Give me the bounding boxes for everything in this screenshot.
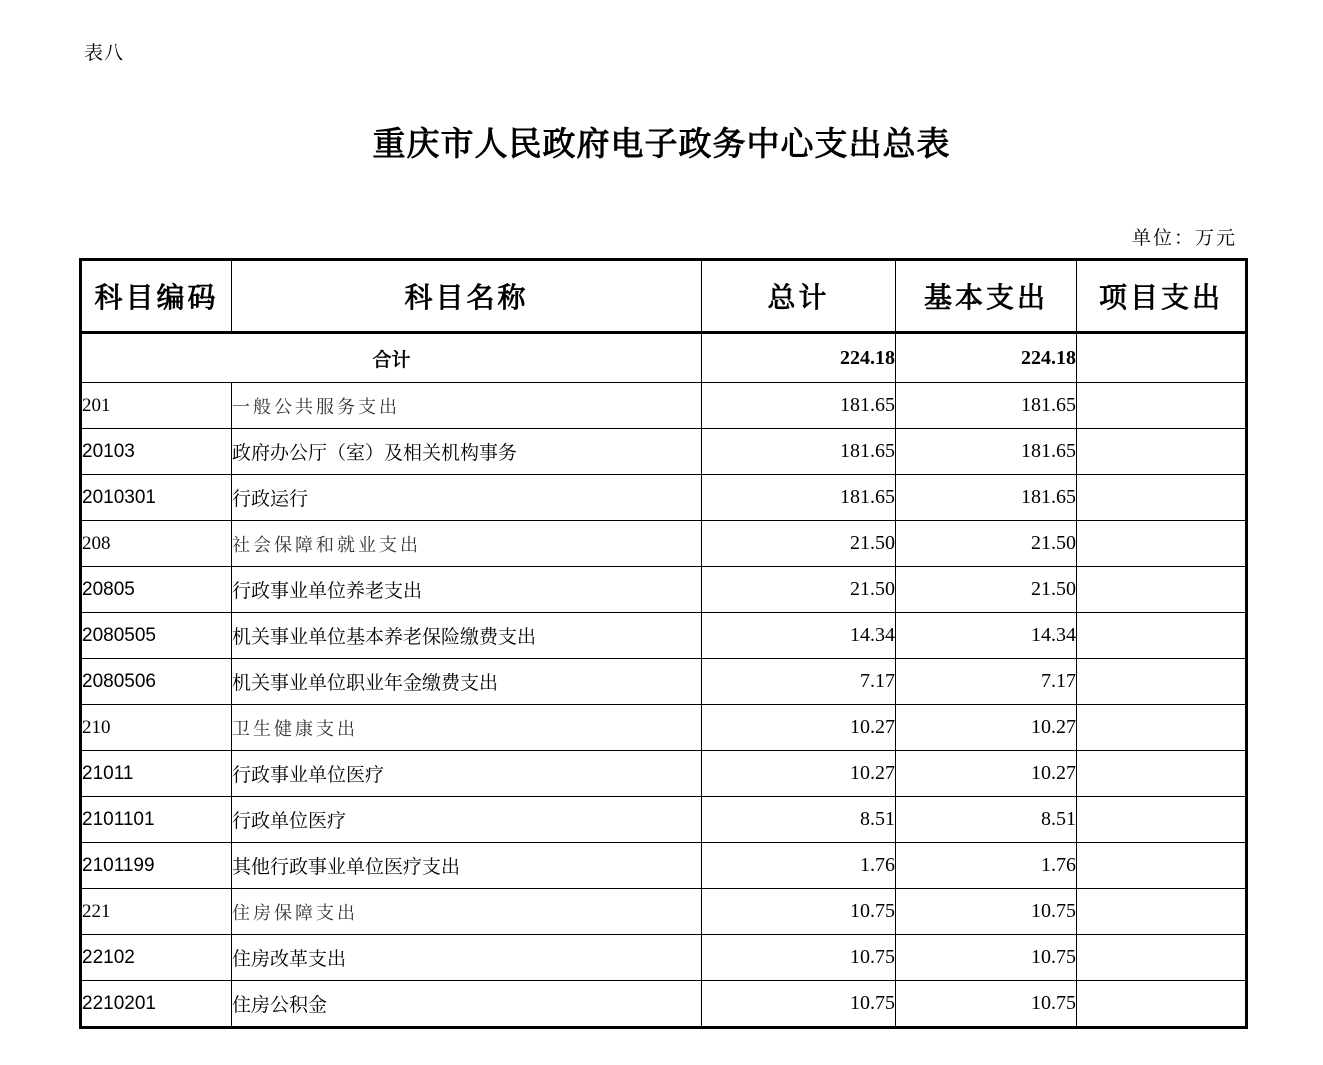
summary-total: 224.18 <box>702 333 896 383</box>
summary-project <box>1077 333 1247 383</box>
subject-code: 201 <box>81 383 232 429</box>
table-row <box>81 751 1247 797</box>
total-value: 10.75 <box>702 981 896 1028</box>
basic-value: 10.75 <box>896 935 1077 981</box>
header-subject-code: 科目编码 <box>81 260 232 333</box>
subject-name: 其他行政事业单位医疗支出 <box>232 843 702 889</box>
basic-value: 181.65 <box>896 429 1077 475</box>
subject-code: 2010301 <box>81 475 232 521</box>
project-value <box>1077 521 1247 567</box>
document-label: 表八 <box>84 42 125 64</box>
basic-value: 10.27 <box>896 751 1077 797</box>
table-row <box>81 383 1247 429</box>
total-value: 10.27 <box>702 751 896 797</box>
table-row <box>81 935 1247 981</box>
basic-value: 7.17 <box>896 659 1077 705</box>
table-row <box>81 567 1247 613</box>
basic-value: 181.65 <box>896 383 1077 429</box>
subject-code: 221 <box>81 889 232 935</box>
basic-value: 14.34 <box>896 613 1077 659</box>
subject-code: 2080506 <box>81 659 232 705</box>
subject-name: 住房保障支出 <box>232 889 702 935</box>
subject-code: 2210201 <box>81 981 232 1028</box>
project-value <box>1077 843 1247 889</box>
table-header-row <box>81 260 1247 333</box>
table-row <box>81 797 1247 843</box>
table-row <box>81 843 1247 889</box>
total-value: 10.75 <box>702 935 896 981</box>
table-row <box>81 705 1247 751</box>
basic-value: 1.76 <box>896 843 1077 889</box>
total-value: 10.75 <box>702 889 896 935</box>
subject-name: 行政事业单位养老支出 <box>232 567 702 613</box>
project-value <box>1077 935 1247 981</box>
subject-code: 2101199 <box>81 843 232 889</box>
table-row <box>81 659 1247 705</box>
project-value <box>1077 889 1247 935</box>
basic-value: 21.50 <box>896 521 1077 567</box>
basic-value: 10.27 <box>896 705 1077 751</box>
unit-label: 单位：万元 <box>1131 227 1237 249</box>
subject-name: 一般公共服务支出 <box>232 383 702 429</box>
header-project-expenditure: 项目支出 <box>1077 260 1247 333</box>
project-value <box>1077 797 1247 843</box>
subject-name: 政府办公厅（室）及相关机构事务 <box>232 429 702 475</box>
subject-name: 行政单位医疗 <box>232 797 702 843</box>
subject-name: 机关事业单位基本养老保险缴费支出 <box>232 613 702 659</box>
total-value: 21.50 <box>702 521 896 567</box>
subject-code: 20103 <box>81 429 232 475</box>
project-value <box>1077 475 1247 521</box>
subject-name: 社会保障和就业支出 <box>232 521 702 567</box>
table-row <box>81 429 1247 475</box>
project-value <box>1077 981 1247 1028</box>
subject-name: 行政运行 <box>232 475 702 521</box>
header-basic-expenditure: 基本支出 <box>896 260 1077 333</box>
subject-name: 卫生健康支出 <box>232 705 702 751</box>
total-value: 21.50 <box>702 567 896 613</box>
total-value: 8.51 <box>702 797 896 843</box>
total-value: 14.34 <box>702 613 896 659</box>
expenditure-table <box>79 258 1248 1029</box>
total-value: 181.65 <box>702 383 896 429</box>
project-value <box>1077 383 1247 429</box>
table-row <box>81 981 1247 1028</box>
subject-code: 20805 <box>81 567 232 613</box>
subject-name: 住房改革支出 <box>232 935 702 981</box>
total-value: 1.76 <box>702 843 896 889</box>
project-value <box>1077 659 1247 705</box>
total-value: 7.17 <box>702 659 896 705</box>
subject-code: 22102 <box>81 935 232 981</box>
table-row <box>81 521 1247 567</box>
summary-row <box>81 333 1247 383</box>
total-value: 181.65 <box>702 429 896 475</box>
summary-basic: 224.18 <box>896 333 1077 383</box>
basic-value: 10.75 <box>896 981 1077 1028</box>
subject-code: 210 <box>81 705 232 751</box>
subject-name: 机关事业单位职业年金缴费支出 <box>232 659 702 705</box>
basic-value: 21.50 <box>896 567 1077 613</box>
header-subject-name: 科目名称 <box>232 260 702 333</box>
basic-value: 10.75 <box>896 889 1077 935</box>
total-value: 181.65 <box>702 475 896 521</box>
page-title: 重庆市人民政府电子政务中心支出总表 <box>372 124 951 163</box>
project-value <box>1077 567 1247 613</box>
project-value <box>1077 705 1247 751</box>
table-row <box>81 889 1247 935</box>
subject-code: 2080505 <box>81 613 232 659</box>
header-total: 总计 <box>702 260 896 333</box>
table-row <box>81 613 1247 659</box>
project-value <box>1077 751 1247 797</box>
subject-name: 行政事业单位医疗 <box>232 751 702 797</box>
project-value <box>1077 613 1247 659</box>
summary-label: 合计 <box>81 333 702 383</box>
subject-name: 住房公积金 <box>232 981 702 1028</box>
total-value: 10.27 <box>702 705 896 751</box>
table-row <box>81 475 1247 521</box>
basic-value: 181.65 <box>896 475 1077 521</box>
subject-code: 21011 <box>81 751 232 797</box>
basic-value: 8.51 <box>896 797 1077 843</box>
subject-code: 2101101 <box>81 797 232 843</box>
subject-code: 208 <box>81 521 232 567</box>
project-value <box>1077 429 1247 475</box>
